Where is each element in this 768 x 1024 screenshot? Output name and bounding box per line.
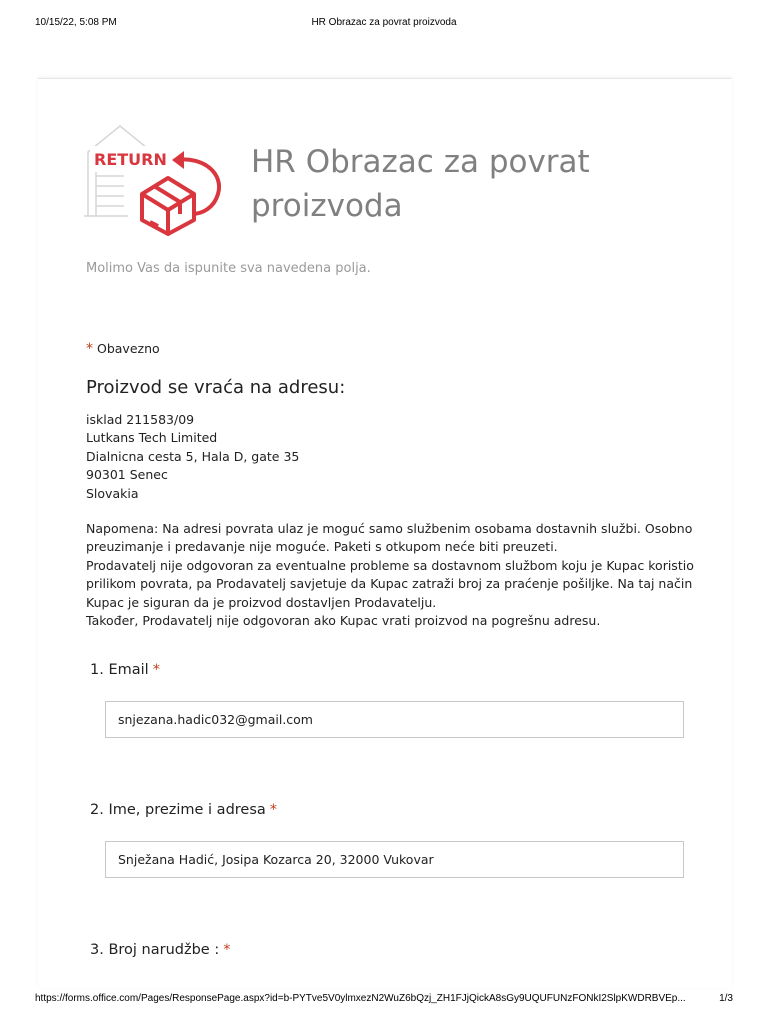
address-line: 90301 Senec — [86, 467, 168, 483]
address-line: Lutkans Tech Limited — [86, 430, 218, 446]
print-page-number: 1/3 — [719, 993, 733, 1004]
svg-text:RETURN: RETURN — [94, 150, 167, 169]
required-star: * — [152, 662, 160, 678]
print-header — [35, 17, 733, 31]
name-address-field[interactable]: Snježana Hadić, Josipa Kozarca 20, 32000 Vukovar — [105, 841, 684, 878]
section-title: Proizvod se vraća na adresu: — [86, 377, 346, 398]
question-email-text: 1. Email — [90, 662, 149, 678]
question-name-address-label — [90, 802, 277, 818]
print-timestamp: 10/15/22, 5:08 PM — [35, 17, 117, 28]
question-email-label — [90, 662, 160, 678]
note-line: Kupac je siguran da je proizvod dostavljen Prodavatelju. — [86, 594, 437, 610]
note-line: Prodavatelj nije odgovoran za eventualne probleme sa dostavnom službom koju je Kupac koristio — [86, 557, 694, 573]
address-line: isklad 211583/09 — [86, 412, 195, 427]
return-address — [86, 411, 299, 503]
form-title-line2: proizvoda — [251, 188, 403, 224]
print-footer — [35, 993, 733, 1007]
address-line: Dialnicna cesta 5, Hala D, gate 35 — [86, 448, 300, 464]
address-line: Slovakia — [86, 485, 139, 501]
print-url: https://forms.office.com/Pages/ResponsePage.aspx?id=b-PYTve5V0ylmxezN2WuZ6bQzj_ZH1FJjQickA8sGy9UQUFUNzFONkI2SlpKWDRBVEp... — [35, 993, 686, 1004]
print-page-title: HR Obrazac za povrat proizvoda — [311, 17, 457, 28]
email-field[interactable]: snjezana.hadic032@gmail.com — [105, 701, 684, 738]
return-logo — [84, 122, 226, 240]
question-name-address-text: 2. Ime, prezime i adresa — [90, 802, 266, 818]
note-line: preuzimanje i predavanje nije moguće. Paketi s otkupom neće biti preuzeti. — [86, 539, 558, 555]
required-star: * — [269, 802, 278, 818]
form-title-line1: HR Obrazac za povrat — [251, 144, 590, 180]
return-box-icon — [84, 122, 226, 240]
note-line: Također, Prodavatelj nije odgovoran ako Kupac vrati proizvod na pogrešnu adresu. — [86, 613, 601, 629]
question-order-number-label — [90, 942, 230, 958]
form-subtitle: Molimo Vas da ispunite sva navedena polja. — [86, 261, 371, 276]
note-line: Napomena: Na adresi povrata ulaz je moguć samo službenim osobama dostavnih službi. Osobno — [86, 521, 693, 536]
required-star: * — [223, 942, 231, 958]
required-label: Obavezno — [97, 341, 160, 356]
required-star: * — [86, 341, 93, 357]
form-title — [251, 140, 671, 228]
note-line: prilikom povrata, pa Prodavatelj savjetuje da Kupac zatraži broj za praćenje pošiljke. Na taj način — [86, 576, 693, 592]
required-note — [86, 341, 160, 357]
return-note — [86, 520, 694, 630]
question-order-number-text: 3. Broj narudžbe : — [90, 942, 220, 958]
